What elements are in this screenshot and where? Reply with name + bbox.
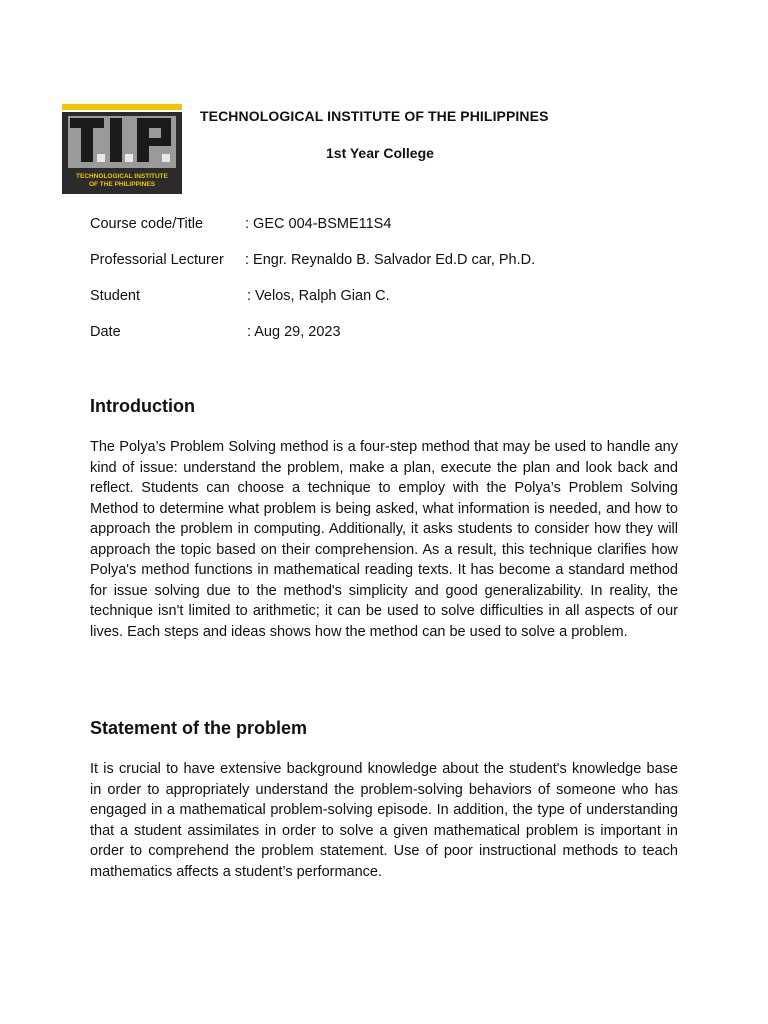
introduction-paragraph: The Polya’s Problem Solving method is a four-step method that may be used to handle any kind of issue: understand the problem, make a plan, execute the plan and look back and reflect. Students can choose a technique to employ with the Polya’s Problem Solving Method to determine what problem is being asked, what information is needed, and how to approach the problem in computing. Additionally, it asks students to consider how they will approach the topic based on their comprehension. As a result, this technique clarifies how Polya's method functions in mathematical reading texts. It has become a standard method for issue solving due to the method's simplicity and good generalizability. In reality, the technique isn't limited to arithmetic; it can be used to solve difficulties in all aspects of our lives. Each steps and ideas shows how the method can be used to solve a problem. — [90, 439, 678, 640]
tip-logo — [62, 104, 182, 194]
institution-name: TECHNOLOGICAL INSTITUTE OF THE PHILIPPINES — [200, 108, 549, 124]
info-label: Professorial Lecturer — [90, 252, 224, 268]
statement-heading: Statement of the problem — [90, 718, 308, 738]
info-label: Course code/Title — [90, 216, 204, 232]
statement-paragraph: It is crucial to have extensive background knowledge about the student's knowledge base in order to appropriately understand the problem-solving behaviors of someone who has engaged in a mathematical problem-solving episode. In addition, the type of understanding that a student assimilates in order to solve a given mathematical problem is important in order to comprehend the problem statement. Use of poor instructional methods to teach mathematics affects a student’s performance. — [90, 761, 678, 880]
tip-logo-icon — [62, 104, 182, 194]
info-label: Date — [90, 324, 121, 340]
introduction-heading: Introduction — [90, 396, 195, 416]
info-row-course — [90, 216, 690, 252]
info-row-lecturer — [90, 252, 690, 288]
logo-subtext-line1: TECHNOLOGICAL INSTITUTE — [76, 173, 168, 180]
info-value: : Velos, Ralph Gian C. — [247, 288, 390, 304]
info-value: : GEC 004-BSME11S4 — [245, 216, 392, 232]
info-value: : Engr. Reynaldo B. Salvador Ed.D car, Ph.D. — [245, 252, 536, 268]
info-block — [90, 216, 690, 360]
info-value: : Aug 29, 2023 — [247, 324, 341, 340]
year-level: 1st Year College — [326, 145, 434, 161]
info-label: Student — [90, 288, 140, 304]
info-row-student — [90, 288, 690, 324]
info-row-date — [90, 324, 690, 360]
logo-subtext-line2: OF THE PHILIPPINES — [88, 181, 156, 188]
